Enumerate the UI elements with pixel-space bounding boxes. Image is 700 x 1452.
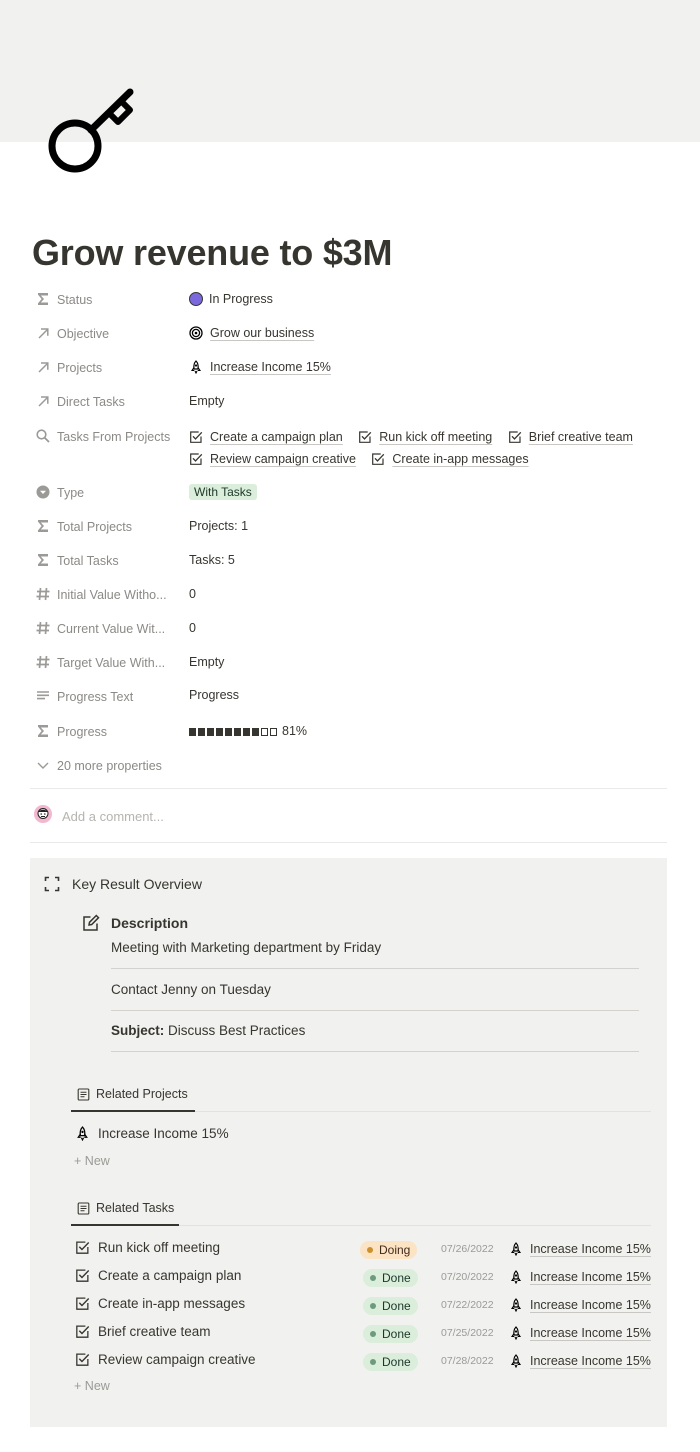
number-icon [35, 620, 51, 636]
task-project-link[interactable] [509, 1242, 651, 1256]
key-icon[interactable] [46, 84, 146, 180]
property-total-tasks[interactable] [32, 549, 672, 575]
edit-icon [82, 914, 100, 932]
task-name-label: Brief creative team [98, 1324, 211, 1339]
task-link-label: Create in-app messages [392, 452, 529, 466]
table-row[interactable] [30, 1324, 667, 1346]
property-status[interactable] [32, 288, 672, 314]
more-properties-toggle[interactable] [32, 754, 672, 780]
plus-icon: + [74, 1379, 82, 1393]
task-date: 07/20/2022 [441, 1271, 494, 1283]
progress-block [198, 728, 205, 736]
objective-name: Grow our business [210, 326, 315, 340]
property-objective[interactable] [32, 322, 672, 348]
task-link-label: Brief creative team [528, 430, 633, 444]
task-project-label: Increase Income 15% [530, 1326, 651, 1340]
divider [111, 968, 639, 969]
project-name: Increase Income 15% [210, 360, 331, 374]
progress-block [225, 728, 232, 736]
property-label: Total Tasks [57, 554, 119, 568]
status-badge[interactable] [363, 1353, 418, 1371]
overview-title: Key Result Overview [72, 876, 202, 892]
add-comment-input[interactable]: Add a comment... [62, 809, 164, 824]
number-icon [35, 654, 51, 670]
status-label: Doing [379, 1243, 411, 1257]
property-direct-tasks[interactable] [32, 390, 672, 416]
property-label: Objective [57, 327, 110, 341]
table-row[interactable] [30, 1240, 667, 1262]
status-value[interactable] [189, 292, 273, 306]
status-label: Done [382, 1355, 411, 1369]
progress-text-value[interactable]: Progress [189, 688, 240, 702]
description-line: Contact Jenny on Tuesday [111, 982, 271, 997]
more-properties-label: 20 more properties [57, 759, 162, 773]
checkbox-icon [358, 430, 372, 444]
progress-percent: 81% [282, 724, 308, 738]
property-label: Progress Text [57, 690, 134, 704]
tab-label: Related Tasks [96, 1201, 175, 1215]
description-subject [111, 1023, 305, 1038]
divider [111, 1010, 639, 1011]
new-task-button[interactable] [74, 1379, 110, 1393]
checkbox-icon [189, 430, 203, 444]
task-name[interactable] [75, 1240, 220, 1255]
active-tab-indicator [71, 1224, 179, 1226]
property-current-value[interactable] [32, 617, 672, 643]
divider [30, 788, 667, 789]
property-projects[interactable] [32, 356, 672, 382]
relation-arrow-icon [35, 325, 51, 341]
task-name[interactable] [75, 1324, 211, 1339]
subject-label: Subject: [111, 1023, 165, 1038]
type-tag[interactable]: With Tasks [189, 484, 257, 500]
rocket-icon [75, 1126, 90, 1141]
progress-block [234, 728, 241, 736]
property-label: Type [57, 486, 85, 500]
property-label: Tasks From Projects [57, 430, 171, 444]
page-icon [77, 1088, 90, 1101]
tab-related-tasks[interactable] [77, 1201, 174, 1215]
number-icon [35, 586, 51, 602]
text-lines-icon [35, 688, 51, 704]
task-project-link[interactable] [509, 1298, 651, 1312]
task-name-label: Create a campaign plan [98, 1268, 242, 1283]
task-project-link[interactable] [509, 1326, 651, 1340]
subject-value: Discuss Best Practices [168, 1023, 306, 1038]
list-item[interactable] [75, 1126, 229, 1141]
task-name[interactable] [75, 1296, 245, 1311]
task-date: 07/25/2022 [441, 1327, 494, 1339]
task-link-label: Create a campaign plan [210, 430, 343, 444]
task-link[interactable] [189, 452, 356, 466]
property-label: Projects [57, 361, 103, 375]
objective-link[interactable] [189, 326, 314, 340]
task-date: 07/26/2022 [441, 1243, 494, 1255]
task-date: 07/22/2022 [441, 1299, 494, 1311]
property-progress[interactable] [32, 720, 672, 746]
status-label: Done [382, 1327, 411, 1341]
property-label: Progress [57, 725, 108, 739]
checkbox-icon [75, 1296, 90, 1311]
rocket-icon [509, 1242, 523, 1256]
property-label: Status [57, 293, 93, 307]
total-projects-value: Projects: 1 [189, 519, 249, 533]
target-icon [189, 326, 203, 340]
property-total-projects[interactable] [32, 515, 672, 541]
status-badge[interactable] [360, 1241, 417, 1259]
task-link[interactable] [371, 452, 528, 466]
task-name[interactable] [75, 1268, 241, 1283]
new-project-button[interactable] [74, 1154, 110, 1168]
target-value[interactable]: Empty [189, 655, 225, 669]
expand-icon[interactable] [44, 876, 60, 892]
status-dot [370, 1303, 376, 1309]
property-progress-text[interactable] [32, 685, 672, 711]
task-project-link[interactable] [509, 1270, 651, 1284]
active-tab-indicator [71, 1110, 195, 1112]
progress-block [207, 728, 214, 736]
rocket-icon [509, 1354, 523, 1368]
task-name-label: Review campaign creative [98, 1352, 256, 1367]
property-initial-value[interactable] [32, 583, 672, 609]
initial-value[interactable]: 0 [189, 587, 196, 601]
task-name-label: Create in-app messages [98, 1296, 246, 1311]
rocket-icon [509, 1326, 523, 1340]
status-dot [370, 1331, 376, 1337]
task-link-label: Review campaign creative [210, 452, 356, 466]
select-icon [35, 484, 51, 500]
status-text: In Progress [209, 292, 273, 306]
description-line: Meeting with Marketing department by Friday [111, 940, 382, 955]
tab-related-projects[interactable] [77, 1087, 188, 1101]
current-value[interactable]: 0 [189, 621, 196, 635]
description-label: Description [111, 915, 189, 931]
chevron-down-icon [35, 757, 51, 773]
checkbox-icon [75, 1240, 90, 1255]
formula-icon [35, 723, 51, 739]
property-label: Current Value Wit... [57, 622, 166, 636]
tab-label: Related Projects [96, 1087, 188, 1101]
task-date: 07/28/2022 [441, 1355, 494, 1367]
task-project-label: Increase Income 15% [530, 1354, 651, 1368]
progress-value [189, 724, 307, 738]
tasks-from-projects-line1 [189, 430, 645, 447]
divider [111, 1051, 639, 1052]
status-dot [189, 292, 203, 306]
new-label: New [84, 1379, 110, 1393]
status-dot [367, 1247, 373, 1253]
task-link[interactable] [508, 430, 633, 444]
progress-block [261, 728, 268, 736]
direct-tasks-value[interactable]: Empty [189, 394, 225, 408]
task-project-link[interactable] [509, 1354, 651, 1368]
formula-icon [35, 552, 51, 568]
tasks-from-projects-line2 [189, 452, 541, 469]
status-badge[interactable] [363, 1269, 418, 1287]
relation-arrow-icon [35, 359, 51, 375]
checkbox-icon [371, 452, 385, 466]
status-dot [370, 1359, 376, 1365]
key-result-overview-panel [30, 858, 667, 1427]
search-icon [35, 428, 51, 444]
new-label: New [84, 1154, 110, 1168]
rocket-icon [509, 1298, 523, 1312]
plus-icon: + [74, 1154, 82, 1168]
property-type[interactable] [32, 481, 672, 507]
task-link[interactable] [358, 430, 492, 444]
progress-block [216, 728, 223, 736]
task-project-label: Increase Income 15% [530, 1270, 651, 1284]
status-label: Done [382, 1299, 411, 1313]
relation-arrow-icon [35, 393, 51, 409]
property-target-value[interactable] [32, 651, 672, 677]
rocket-icon [509, 1270, 523, 1284]
progress-bar [189, 728, 277, 736]
checkbox-icon [189, 452, 203, 466]
checkbox-icon [75, 1324, 90, 1339]
progress-block [252, 728, 259, 736]
table-row[interactable] [30, 1352, 667, 1374]
property-label: Target Value With... [57, 656, 166, 670]
checkbox-icon [75, 1268, 90, 1283]
progress-block [189, 728, 196, 736]
task-name[interactable] [75, 1352, 256, 1367]
task-link[interactable] [189, 430, 343, 444]
status-label: Done [382, 1271, 411, 1285]
list-item-label: Increase Income 15% [98, 1126, 229, 1141]
task-name-label: Run kick off meeting [98, 1240, 221, 1255]
property-label: Total Projects [57, 520, 133, 534]
page-icon [77, 1202, 90, 1215]
task-project-label: Increase Income 15% [530, 1242, 651, 1256]
total-tasks-value: Tasks: 5 [189, 553, 235, 567]
formula-icon [35, 291, 51, 307]
checkbox-icon [75, 1352, 90, 1367]
property-label: Initial Value Witho... [57, 588, 167, 602]
formula-icon [35, 518, 51, 534]
project-link[interactable] [189, 360, 331, 374]
progress-block [243, 728, 250, 736]
property-tasks-from-projects[interactable] [32, 425, 672, 471]
status-badge[interactable] [363, 1297, 418, 1315]
avatar [34, 805, 52, 823]
status-badge[interactable] [363, 1325, 418, 1343]
checkbox-icon [508, 430, 522, 444]
task-link-label: Run kick off meeting [379, 430, 493, 444]
rocket-icon [189, 360, 203, 374]
property-label: Direct Tasks [57, 395, 125, 409]
status-dot [370, 1275, 376, 1281]
page-title[interactable]: Grow revenue to $3M [32, 232, 393, 273]
table-row[interactable] [30, 1296, 667, 1318]
divider [30, 842, 667, 843]
table-row[interactable] [30, 1268, 667, 1290]
progress-block [270, 728, 277, 736]
task-project-label: Increase Income 15% [530, 1298, 651, 1312]
